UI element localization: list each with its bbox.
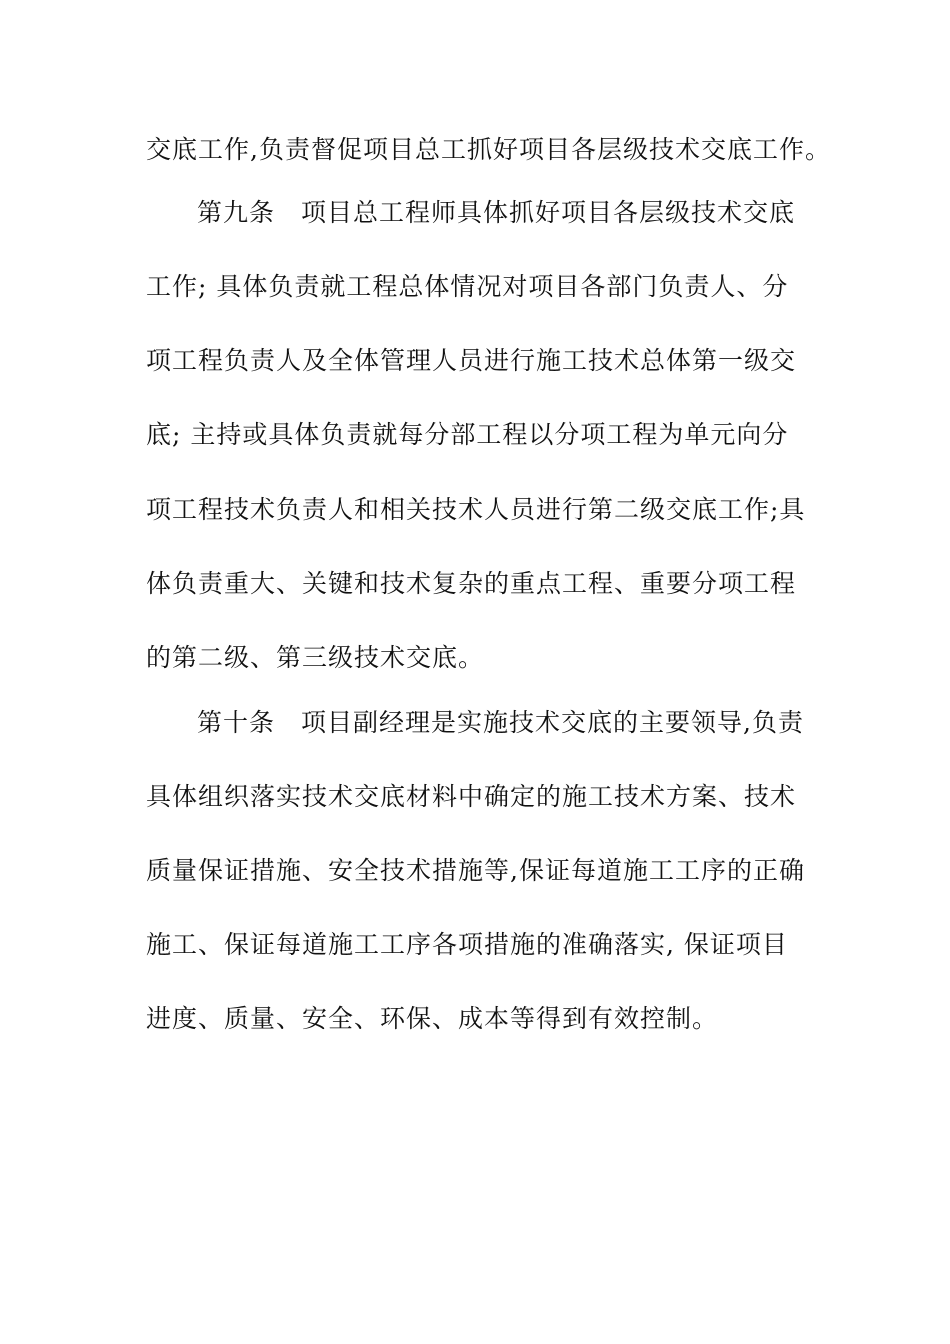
text-line-11: 质量保证措施、安全技术措施等,保证每道施工工序的正确 [146, 856, 805, 885]
text-line-3: 工作; 具体负责就工程总体情况对项目各部门负责人、分 [146, 272, 789, 301]
text-line-12: 施工、保证每道施工工序各项措施的准确落实, 保证项目 [146, 930, 788, 959]
text-line-6: 项工程技术负责人和相关技术人员进行第二级交底工作;具 [146, 495, 806, 524]
text-line-5: 底; 主持或具体负责就每分部工程以分项工程为单元向分 [146, 420, 789, 449]
text-line-1: 交底工作,负责督促项目总工抓好项目各层级技术交底工作。 [146, 135, 831, 164]
text-line-10: 具体组织落实技术交底材料中确定的施工技术方案、技术 [146, 782, 797, 811]
text-line-8: 的第二级、第三级技术交底。 [146, 643, 485, 672]
article-9-heading-line: 第九条 项目总工程师具体抓好项目各层级技术交底 [197, 198, 796, 227]
text-line-4: 项工程负责人及全体管理人员进行施工技术总体第一级交 [146, 346, 797, 375]
article-10-heading-line: 第十条 项目副经理是实施技术交底的主要领导,负责 [197, 708, 804, 737]
text-line-7: 体负责重大、关键和技术复杂的重点工程、重要分项工程 [146, 569, 797, 598]
text-line-13: 进度、质量、安全、环保、成本等得到有效控制。 [146, 1004, 719, 1033]
